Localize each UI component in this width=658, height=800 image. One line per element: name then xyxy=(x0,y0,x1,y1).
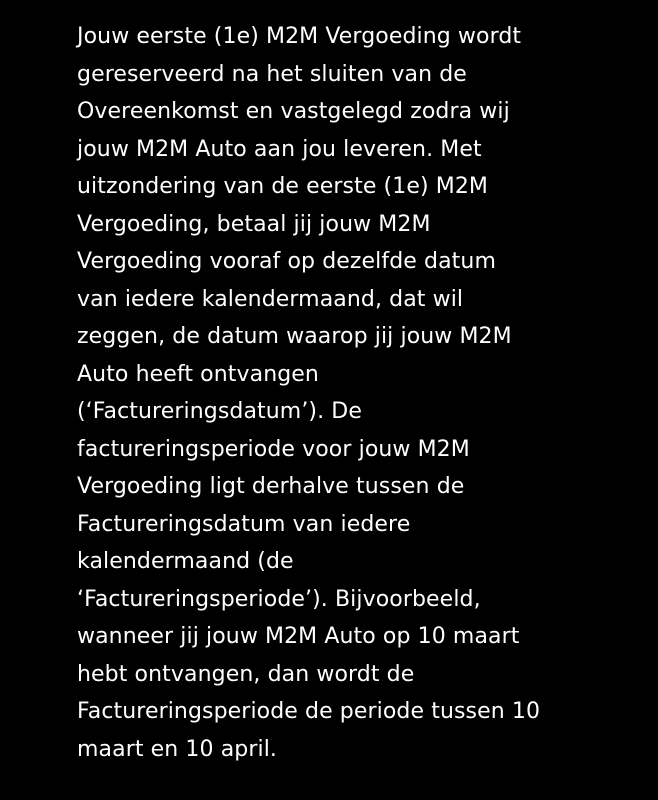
paragraph-line: gereserveerd na het sluiten van de xyxy=(77,61,467,87)
paragraph-line: Factureringsdatum van iedere xyxy=(77,511,411,537)
paragraph-line: uitzondering van de eerste (1e) M2M xyxy=(77,174,489,199)
paragraph-line: wanneer jij jouw M2M Auto op 10 maart xyxy=(77,624,520,649)
paragraph-line: Overeenkomst en vastgelegd zodra wij xyxy=(77,99,510,124)
paragraph-line: jouw M2M Auto aan jou leveren. Met xyxy=(77,136,482,162)
paragraph-line: Vergoeding ligt derhalve tussen de xyxy=(77,474,465,499)
paragraph-line: maart en 10 april. xyxy=(77,736,278,762)
paragraph-line: Factureringsperiode de periode tussen 10 xyxy=(77,699,541,724)
paragraph-line: van iedere kalendermaand, dat wil xyxy=(77,286,464,312)
paragraph-line: Jouw eerste (1e) M2M Vergoeding wordt xyxy=(77,24,522,49)
paragraph-line: hebt ontvangen, dan wordt de xyxy=(77,661,415,687)
billing-terms-paragraph xyxy=(77,18,637,768)
paragraph-line: kalendermaand (de xyxy=(77,549,294,574)
paragraph-line: Vergoeding vooraf op dezelfde datum xyxy=(77,249,496,274)
paragraph-line: Auto heeft ontvangen xyxy=(77,361,319,387)
paragraph-line: zeggen, de datum waarop jij jouw M2M xyxy=(77,324,512,349)
paragraph-line: (‘Factureringsdatum’). De xyxy=(77,399,362,424)
paragraph-line: ‘Factureringsperiode’). Bijvoorbeeld, xyxy=(77,586,481,612)
paragraph-line: factureringsperiode voor jouw M2M xyxy=(77,436,470,462)
paragraph-line: Vergoeding, betaal jij jouw M2M xyxy=(77,211,431,237)
